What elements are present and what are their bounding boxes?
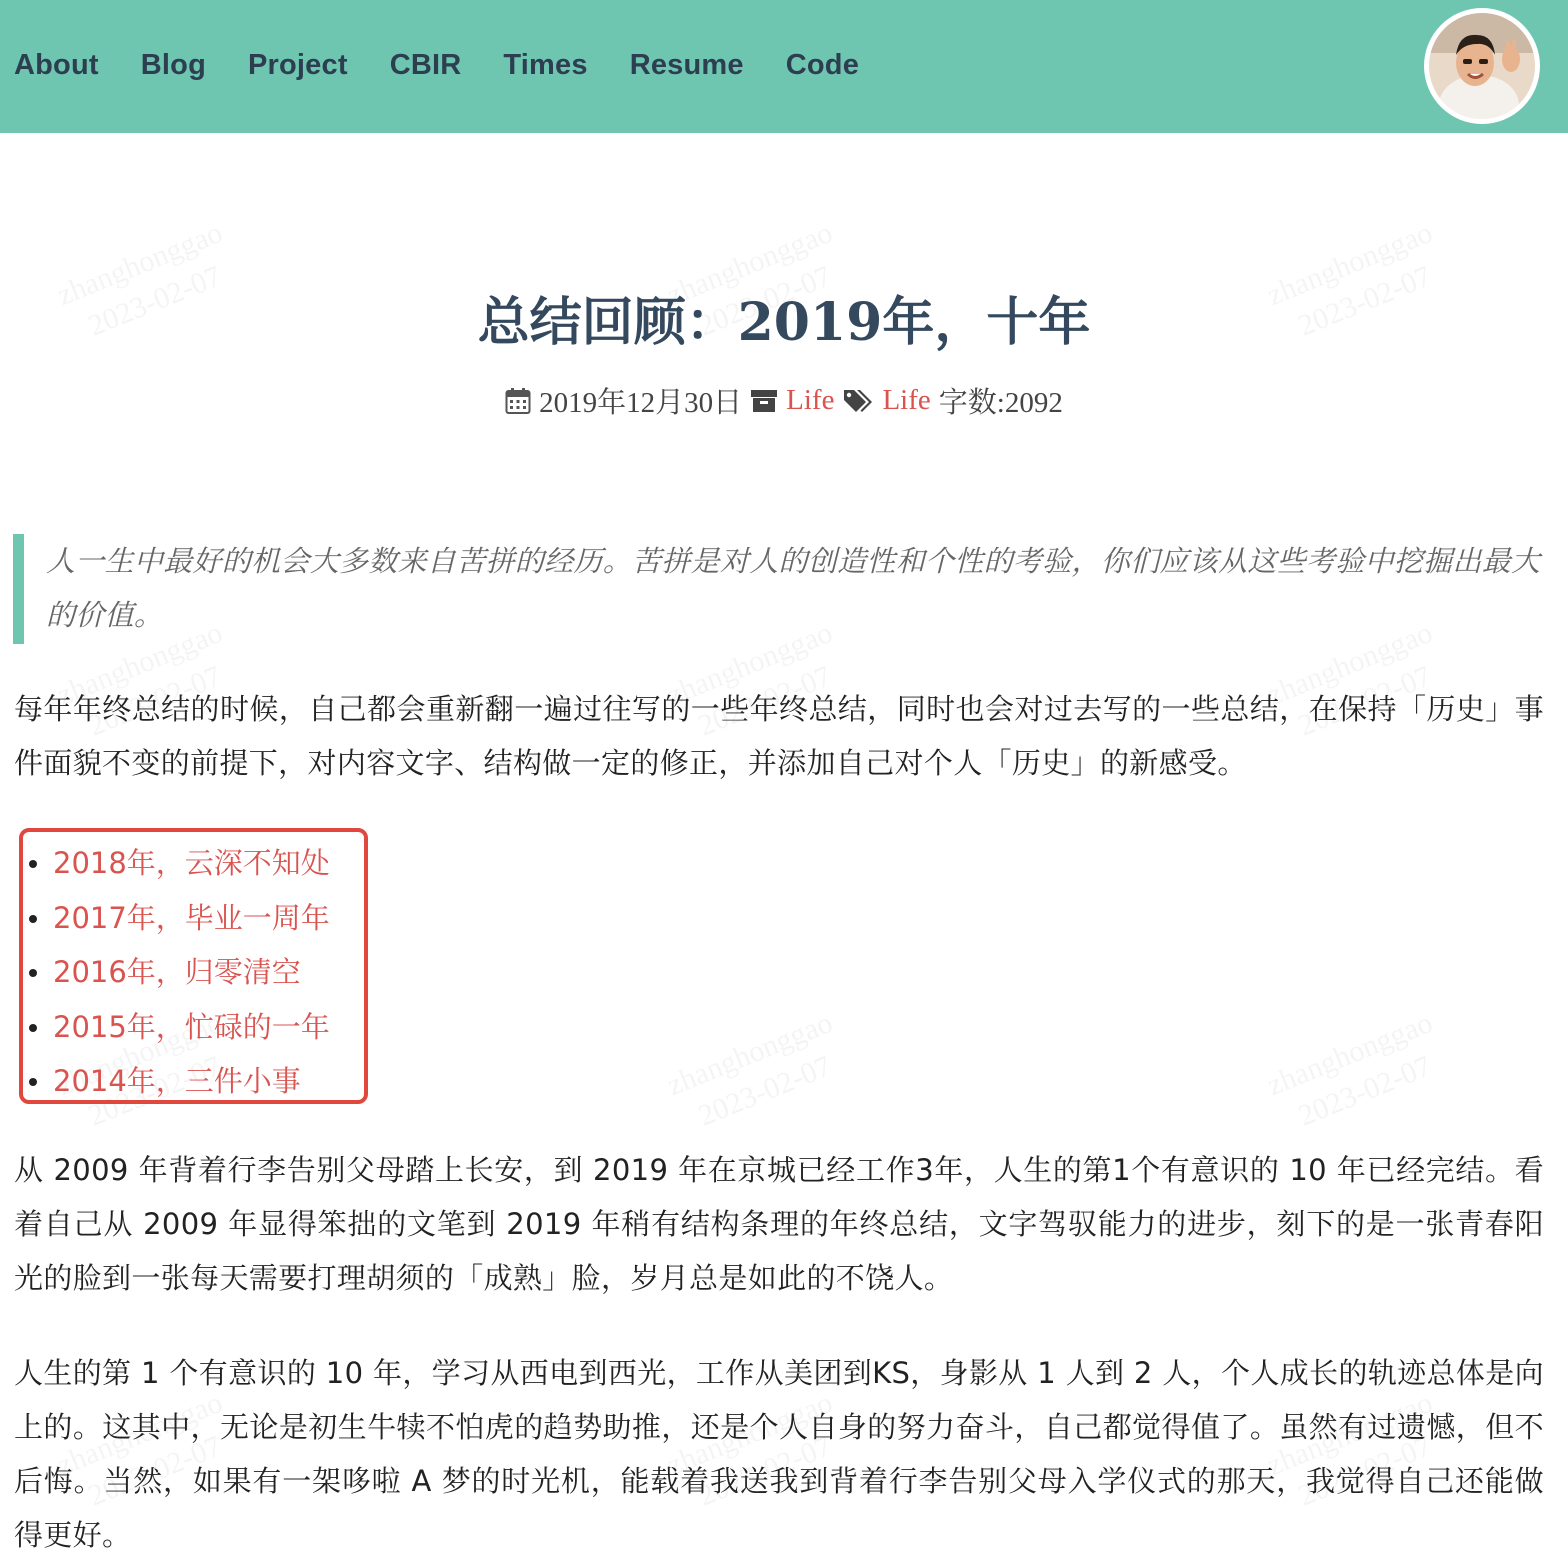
history-links-list: [19, 828, 368, 1104]
watermark: [661, 1003, 853, 1143]
main-nav: [14, 42, 901, 88]
tags-icon: [842, 388, 874, 414]
category-link[interactable]: Life: [786, 384, 835, 416]
history-link-2017[interactable]: 2017年，毕业一周年: [53, 900, 330, 935]
list-item: [23, 891, 364, 946]
list-item: [23, 1054, 364, 1109]
calendar-icon: [505, 387, 531, 415]
paragraph-growth: 人生的第 1 个有意识的 10 年，学习从西电到西光，工作从美团到KS，身影从 1 人到 2 人，个人成长的轨迹总体是向上的。这其中，无论是初生牛犊不怕虎的趋势助推，还是个人自身的努力奋斗，自己都觉得值了。虽然有过遗憾，但不后悔。当然，如果有一架哆啦 A 梦的时光机，能载着我送我到背着行李告别父母入学仪式的那天，我觉得自己还能做得更好。: [14, 1356, 1544, 1552]
nav-project[interactable]: Project: [247, 49, 348, 81]
paragraph-intro: 每年年终总结的时候，自己都会重新翻一遍过往写的一些年终总结，同时也会对过去写的一些总结，在保持「历史」事件面貌不变的前提下，对内容文字、结构做一定的修正，并添加自己对个人「历史」的新感受。: [14, 692, 1544, 780]
top-nav-bar: [0, 0, 1568, 133]
paragraph-decade: 从 2009 年背着行李告别父母踏上长安，到 2019 年在京城已经工作3年，人生的第1个有意识的 10 年已经完结。看着自己从 2009 年显得笨拙的文笔到 2019 年稍有结构条理的年终总结，文字驾驭能力的进步，刻下的是一张青春阳光的脸到一张每天需要打理胡须的「成熟」脸，岁月总是如此的不饶人。: [14, 1153, 1544, 1295]
list-item: [23, 1000, 364, 1055]
history-link-2015[interactable]: 2015年，忙碌的一年: [53, 1009, 330, 1044]
nav-resume[interactable]: Resume: [629, 49, 744, 81]
archive-icon: [750, 388, 778, 414]
tag-link[interactable]: Life: [882, 384, 931, 416]
post-meta: [0, 380, 1568, 421]
watermark: [1261, 1003, 1453, 1143]
nav-blog[interactable]: Blog: [140, 49, 206, 81]
nav-code[interactable]: Code: [785, 49, 860, 81]
word-count: 字数:2092: [938, 387, 1063, 419]
avatar[interactable]: [1424, 8, 1540, 124]
quote-block: [13, 534, 1543, 644]
list-item: [23, 836, 364, 891]
history-link-2016[interactable]: 2016年，归零清空: [53, 955, 301, 989]
history-link-2014[interactable]: 2014年，三件小事: [53, 1064, 301, 1098]
avatar-photo: [1429, 13, 1535, 119]
history-link-2018[interactable]: 2018年，云深不知处: [53, 846, 330, 880]
nav-times[interactable]: Times: [503, 49, 588, 81]
post-title: 总结回顾：2019年，十年: [477, 292, 1091, 353]
nav-about[interactable]: About: [14, 49, 99, 81]
nav-cbir[interactable]: CBIR: [389, 49, 462, 81]
list-item: [23, 945, 364, 1000]
post-date: 2019年12月30日: [539, 387, 743, 419]
quote-text: 人一生中最好的机会大多数来自苦拼的经历。苦拼是对人的创造性和个性的考验，你们应该从这些考验中挖掘出最大的价值。: [46, 544, 1541, 632]
